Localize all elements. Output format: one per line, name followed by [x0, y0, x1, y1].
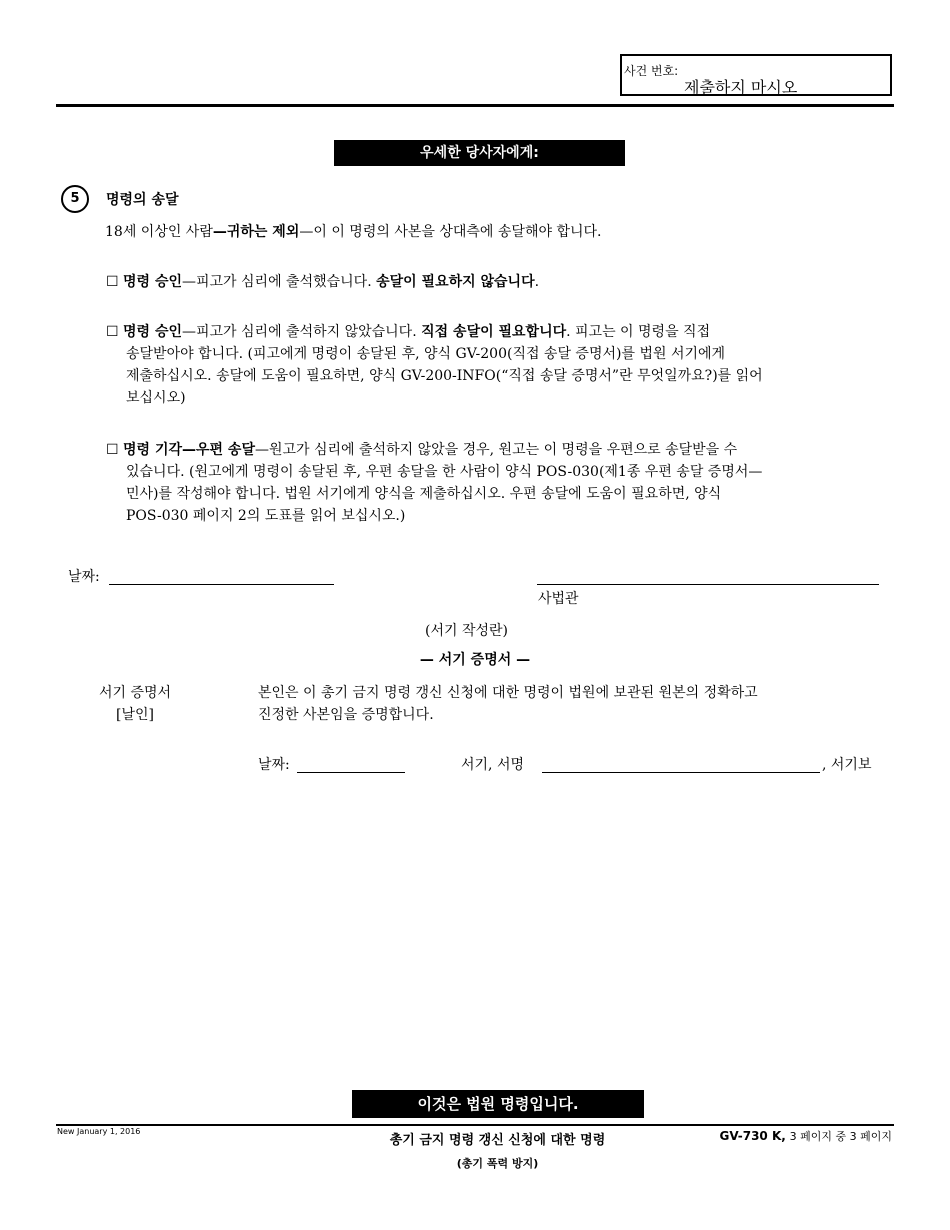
checkbox[interactable]: ☐	[106, 274, 119, 290]
section-number: 5	[61, 185, 89, 213]
form-subtitle: (총기 폭력 방지)	[456, 1157, 539, 1170]
form-id: GV-730 K, 3 페이지 중 3 페이지	[719, 1129, 892, 1143]
judge-signature-field[interactable]	[537, 584, 879, 585]
revision-date: New January 1, 2016	[57, 1127, 141, 1136]
clerk-seal-label: 서기 증명서 [날인]	[98, 685, 172, 723]
clerk-certification-text: 본인은 이 총기 금지 명령 갱신 신청에 대한 명령이 법원에 보관된 원본의 정확하고 진정한 사본임을 증명합니다.	[258, 685, 758, 723]
top-divider	[56, 104, 894, 107]
option-order-granted-absent: ☐ 명령 승인—피고가 심리에 출석하지 않았습니다. 직접 송달이 필요합니다. 피고는 이 명령을 직접 송달받아야 합니다. (피고에게 명령이 송달된 후, 양식 GV-200(직접 송달 증명서)를 법원 서기에게 제출하십시오. 송달에 도움이 필요하면, 양식 GV-200-INFO(“직접 송달 증명서”란 무엇일까요?)를 읽어 보십시오)	[106, 324, 763, 406]
clerk-date-label: 날짜:	[258, 757, 290, 773]
deputy-label: , 서기보	[822, 757, 872, 773]
service-intro: 18세 이상인 사람—귀하는 제외—이 이 명령의 사본을 상대측에 송달해야 합니다.	[105, 224, 602, 240]
option-title: 명령 기각	[123, 442, 182, 458]
clerk-certificate-title: — 서기 증명서 —	[419, 652, 531, 668]
page-info: 3 페이지 중 3 페이지	[789, 1130, 892, 1143]
date-field[interactable]	[109, 584, 334, 585]
section-title: 명령의 송달	[106, 192, 179, 208]
case-number-value: 제출하지 마시오	[684, 78, 798, 97]
case-number-label: 사건 번호:	[624, 64, 679, 78]
bottom-divider	[56, 1124, 894, 1126]
clerk-signature-field[interactable]	[542, 772, 820, 773]
addressee-banner: 우세한 당사자에게:	[334, 140, 625, 166]
date-label: 날짜:	[68, 569, 100, 585]
option-order-granted-present: ☐ 명령 승인—피고가 심리에 출석했습니다. 송달이 필요하지 않습니다.	[106, 274, 540, 290]
checkbox[interactable]: ☐	[106, 442, 119, 458]
form-title: 총기 금지 명령 갱신 신청에 대한 명령	[389, 1133, 606, 1148]
court-order-banner: 이것은 법원 명령입니다.	[352, 1090, 644, 1118]
option-order-denied-mail: ☐ 명령 기각—우편 송달—원고가 심리에 출석하지 않았을 경우, 원고는 이 명령을 우편으로 송달받을 수 있습니다. (원고에게 명령이 송달된 후, 우편 송달을 한 사람이 양식 POS-030(제1종 우편 송달 증명서— 민사)를 작성해야 합니다. 법원 서기에게 양식을 제출하십시오. 우편 송달에 도움이 필요하면, 양식 POS-030 페이지 2의 도표를 읽어 보십시오.)	[106, 442, 763, 524]
option-title: 명령 승인	[123, 324, 182, 340]
judge-label: 사법관	[538, 591, 579, 607]
checkbox[interactable]: ☐	[106, 324, 119, 340]
clerk-signature-label: 서기, 서명	[461, 757, 524, 773]
option-title: 명령 승인	[123, 274, 182, 290]
clerk-date-field[interactable]	[297, 772, 405, 773]
clerk-fill-label: (서기 작성란)	[425, 623, 508, 639]
